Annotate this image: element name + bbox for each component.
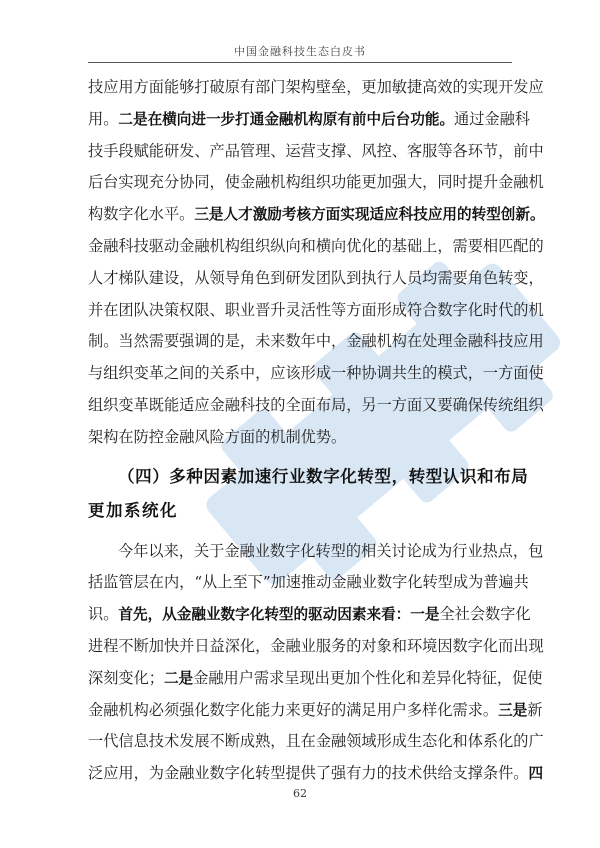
page-number: 62	[293, 787, 307, 800]
text-line	[88, 631, 544, 663]
text-run: 金融用户需求呈现出更加个性化和差异化特征，促使	[193, 668, 543, 687]
text-line	[88, 758, 544, 790]
text-run: 今年以来，关于金融业数字化转型的相关讨论成为行业热点，包	[118, 541, 544, 560]
text-line	[88, 136, 544, 168]
text-run: 全社会数字化	[439, 605, 531, 624]
bold-text-run: 二是在横向进一步打通金融机构原有前中后台功能。	[118, 110, 455, 128]
bold-text-run: 三是人才激励考核方面实现适应科技应用的转型创新。	[194, 206, 545, 224]
section-heading-line-1: （四）多种因素加速行业数字化转型，转型认识和布局	[118, 466, 529, 486]
text-line	[88, 167, 544, 199]
page-body	[88, 72, 545, 790]
text-run: 通过金融科	[454, 109, 530, 128]
text-run: 金融机构必须强化数字化能力来更好的满足用户多样化需求。	[88, 700, 499, 719]
text-line	[88, 295, 544, 327]
text-line	[88, 199, 545, 231]
text-line	[88, 536, 544, 568]
text-run: 构数字化水平。	[88, 205, 195, 224]
text-run: 括监管层在内，“从上至下”加速推动金融业数字化转型成为普遍共	[88, 573, 529, 592]
text-run: 技手段赋能研发、产品管理、运营支撑、风控、客服等各环节，前中	[88, 141, 544, 160]
text-run: 识。	[88, 605, 119, 624]
text-line	[88, 599, 531, 631]
text-run: 制。当然需要强调的是，未来数年中，金融机构在处理金融科技应用	[88, 332, 544, 351]
header-rule	[88, 62, 512, 63]
text-run: 用。	[88, 109, 119, 128]
bold-text-run: 四	[528, 765, 544, 783]
text-run: 新	[527, 700, 543, 719]
text-line	[88, 104, 530, 136]
text-run: 技应用方面能够打破原有部门架构壁垒，更加敏捷高效的实现开发应	[88, 78, 544, 96]
text-run: 进程不断加快并日益深化，金融业服务的对象和环境因数字化而出现	[88, 636, 544, 655]
text-line	[88, 663, 543, 695]
section-heading-line-2: 更加系统化	[88, 500, 178, 520]
text-line	[88, 263, 544, 295]
bold-text-run: 首先，从金融业数字化转型的驱动因素来看：一是	[118, 606, 440, 624]
text-line	[88, 390, 544, 422]
text-run: 深刻变化；	[88, 668, 164, 687]
text-run: 泛应用，为金融业数字化转型提供了强有力的技术供给支撑条件。	[88, 764, 529, 783]
paragraph-org-transformation	[88, 72, 545, 454]
text-run: 金融科技驱动金融机构组织纵向和横向优化的基础上，需要相匹配的	[88, 236, 544, 255]
text-run: 人才梯队建设，从领导角色到研发团队到执行人员均需要角色转变，	[88, 268, 544, 287]
text-line	[88, 326, 544, 358]
text-run: 后台实现充分协同，使金融机构组织功能更加强大，同时提升金融机	[88, 173, 544, 192]
text-run: 与组织变革之间的关系中，应该形成一种协调共生的模式，一方面使	[88, 364, 544, 383]
text-run: 架构在防控金融风险方面的机制优势。	[88, 427, 347, 446]
text-line	[88, 695, 543, 727]
text-line	[88, 72, 544, 104]
bold-text-run: 三是	[498, 701, 528, 719]
text-run: 组织变革既能适应金融科技的全面布局，另一方面又要确保传统组织	[88, 395, 544, 414]
bold-text-run: 二是	[163, 669, 194, 687]
text-run: 一代信息技术发展不断成熟，且在金融领域形成生态化和体系化的广	[88, 732, 544, 751]
text-line	[88, 422, 513, 454]
running-header: 中国金融科技生态白皮书	[234, 45, 366, 58]
text-line	[88, 231, 544, 263]
paragraph-digital-drivers	[88, 536, 544, 790]
text-line	[88, 358, 544, 390]
text-line	[88, 567, 529, 599]
text-line	[88, 726, 544, 758]
text-run: 并在团队决策权限、职业晋升灵活性等方面形成符合数字化时代的机	[88, 300, 544, 319]
